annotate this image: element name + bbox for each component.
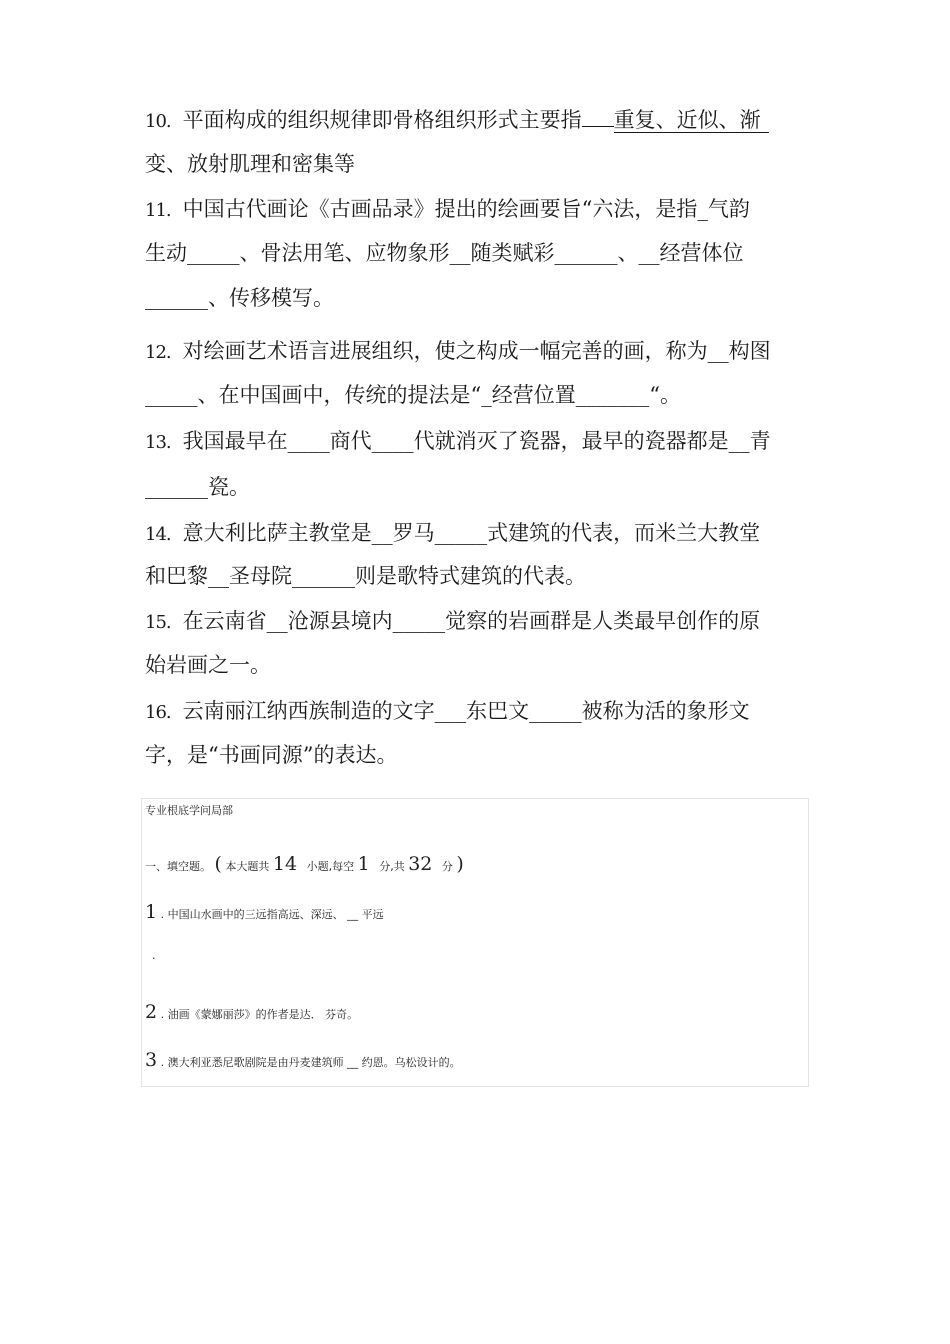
section-heading <box>145 853 464 875</box>
section-title: 一、填空题。 <box>145 860 211 873</box>
answer-text: 重复、近似、渐 <box>614 108 769 133</box>
paren-close: ) <box>456 853 464 875</box>
question-12-line-2: _____、在中国画中，传统的提法是“_经营位置_______“。 <box>145 383 681 407</box>
section-label: 分,共 <box>379 860 405 873</box>
item-text: . 油画《蒙娜丽莎》的作者是达． 芬奇。 <box>160 1008 359 1021</box>
paren-open: ( <box>214 853 222 875</box>
inset-item-1 <box>145 901 384 923</box>
question-16-line-1 <box>145 696 750 728</box>
section-label: 本大题共 <box>225 860 270 873</box>
question-13-line-2: ______瓷。 <box>145 475 250 499</box>
question-15-line-2: 始岩画之一。 <box>145 653 271 677</box>
question-number: 14. <box>145 524 171 545</box>
question-11-line-3: ______、传移模写。 <box>145 286 334 310</box>
question-12-line-1 <box>145 336 771 368</box>
section-label: 小题,每空 <box>306 860 355 873</box>
question-10-line-2: 变、放射肌理和密集等 <box>145 152 355 176</box>
question-number: 15. <box>145 612 171 633</box>
question-14-line-2: 和巴黎__圣母院______则是歌特式建筑的代表。 <box>145 564 586 588</box>
question-11-line-1 <box>145 194 750 226</box>
item-text: . 澳大利亚悉尼歌剧院是由丹麦建筑师 __ 约恩。乌松设计的。 <box>160 1056 461 1069</box>
inset-item-2 <box>145 1001 358 1023</box>
question-text: 对绘画艺术语言进展组织，使之构成一幅完善的画，称为__构图 <box>182 339 771 363</box>
question-14-line-1 <box>145 518 760 550</box>
item-number: 2 <box>145 1001 158 1023</box>
item-text: . 中国山水画中的三远指高远、深远、 __ 平远 <box>160 908 384 921</box>
question-text: 我国最早在____商代____代就消灭了瓷器，最早的瓷器都是__青 <box>182 429 771 453</box>
points-per-blank: 1 <box>357 853 370 875</box>
question-number: 12. <box>145 342 171 363</box>
answer-blank <box>582 126 614 127</box>
inset-header: 专业根底学问局部 <box>145 804 233 817</box>
inset-item-3 <box>145 1049 461 1071</box>
question-number: 11. <box>145 200 171 221</box>
question-16-line-2: 字，是“书画同源”的表达。 <box>145 743 398 767</box>
question-10-line-1 <box>145 105 769 137</box>
question-count: 14 <box>272 853 298 875</box>
question-number: 13. <box>145 432 171 453</box>
inset-page <box>141 798 809 1087</box>
question-number: 10. <box>145 111 171 132</box>
total-points: 32 <box>408 853 433 875</box>
question-text: 意大利比萨主教堂是__罗马_____式建筑的代表，而米兰大教堂 <box>182 521 761 545</box>
question-text: 平面构成的组织规律即骨格组织形式主要指 <box>182 108 582 132</box>
inset-item-1-extra: . <box>152 949 156 962</box>
item-number: 1 <box>145 901 158 923</box>
question-number: 16. <box>145 702 171 723</box>
question-text: 云南丽江纳西族制造的文字___东巴文_____被称为活的象形文 <box>182 699 750 723</box>
question-11-line-2: 生动_____、骨法用笔、应物象形__随类赋彩______、__经营体位 <box>145 241 744 265</box>
question-text: 中国古代画论《古画品录》提出的绘画要旨“六法，是指_气韵 <box>182 197 750 221</box>
question-15-line-1 <box>145 606 760 638</box>
question-13-line-1 <box>145 426 771 458</box>
section-label: 分 <box>441 860 453 873</box>
question-text: 在云南省__沧源县境内_____觉察的岩画群是人类最早创作的原 <box>182 609 761 633</box>
item-number: 3 <box>145 1049 158 1071</box>
